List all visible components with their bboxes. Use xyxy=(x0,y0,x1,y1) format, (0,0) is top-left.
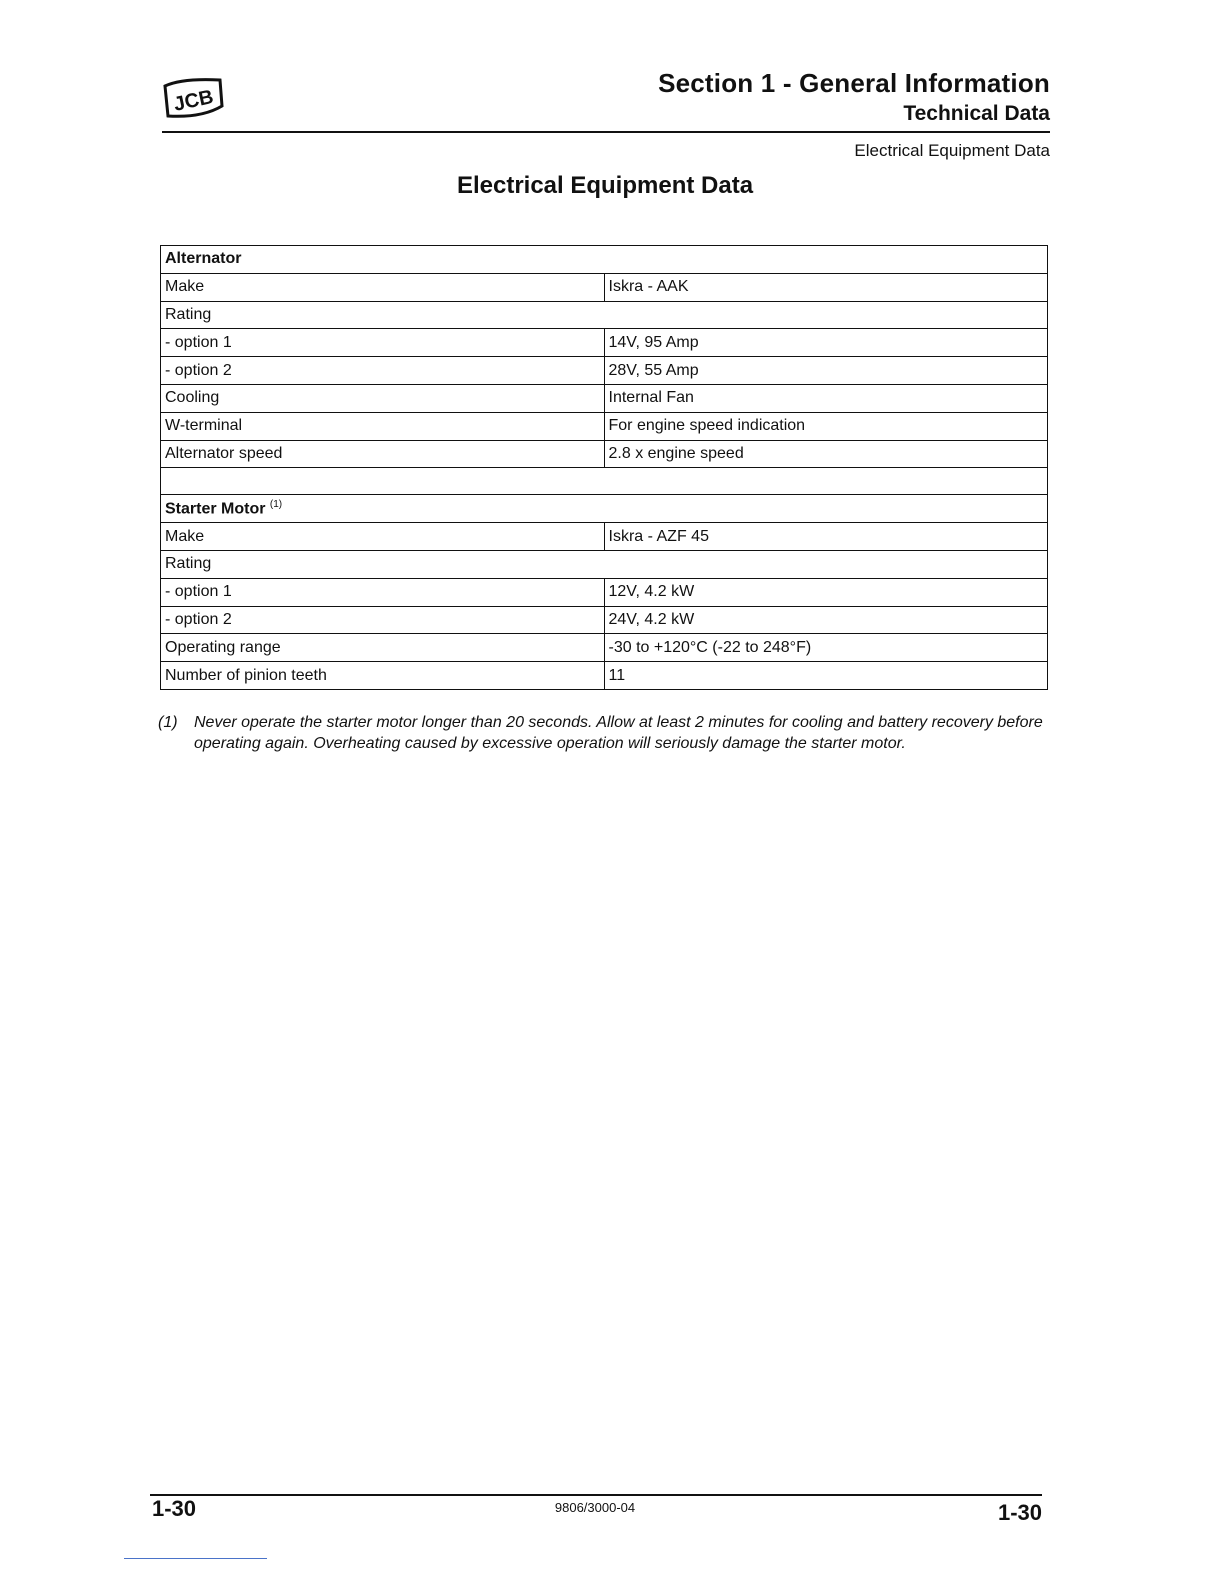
starter-range-label: Operating range xyxy=(161,634,605,662)
alternator-rating-label: Rating xyxy=(161,301,1048,329)
alternator-wterminal-value: For engine speed indication xyxy=(604,412,1048,440)
footer-rule xyxy=(150,1494,1042,1496)
header-topic: Electrical Equipment Data xyxy=(854,141,1050,160)
alternator-make-label: Make xyxy=(161,273,605,301)
page-title: Electrical Equipment Data xyxy=(456,172,754,199)
section-title: Section 1 - General Information xyxy=(658,68,1050,98)
table-row xyxy=(161,662,1048,690)
alternator-cooling-label: Cooling xyxy=(161,384,605,412)
starter-heading-ref: (1) xyxy=(269,499,283,511)
alternator-option1-label: - option 1 xyxy=(161,329,605,357)
electrical-spec-table xyxy=(160,245,1048,690)
scan-artifact-line xyxy=(124,1558,267,1559)
table-row xyxy=(161,440,1048,468)
table-row xyxy=(161,273,1048,301)
jcb-logo xyxy=(162,76,226,120)
table-row xyxy=(161,606,1048,634)
footnote-text: Never operate the starter motor longer than 20 seconds. Allow at least 2 minutes for cooling and battery recovery before operating again. Overheating caused by excessive operation will seriously damage the starter motor. xyxy=(194,714,1043,752)
starter-option2-value: 24V, 4.2 kW xyxy=(604,606,1048,634)
logo-text: JCB xyxy=(171,86,216,116)
alternator-heading-row xyxy=(161,246,1048,274)
alternator-wterminal-label: W-terminal xyxy=(161,412,605,440)
alternator-cooling-value: Internal Fan xyxy=(604,384,1048,412)
doc-number: 9806/3000-04 xyxy=(554,1500,636,1515)
alternator-speed-label: Alternator speed xyxy=(161,440,605,468)
spacer-row xyxy=(161,468,1048,495)
page-number-right: 1-30 xyxy=(997,1500,1042,1525)
header-rule xyxy=(162,131,1050,133)
alternator-option1-value: 14V, 95 Amp xyxy=(604,329,1048,357)
alternator-speed-value: 2.8 x engine speed xyxy=(604,440,1048,468)
starter-option1-label: - option 1 xyxy=(161,578,605,606)
table-row xyxy=(161,357,1048,385)
starter-heading xyxy=(161,495,1048,523)
spacer-cell xyxy=(161,468,1048,495)
alternator-option2-label: - option 2 xyxy=(161,357,605,385)
table-row xyxy=(161,412,1048,440)
starter-teeth-label: Number of pinion teeth xyxy=(161,662,605,690)
starter-make-label: Make xyxy=(161,523,605,551)
alternator-heading: Alternator xyxy=(161,246,1048,274)
table-row xyxy=(161,578,1048,606)
footnote xyxy=(158,712,1050,754)
page-number-left: 1-30 xyxy=(152,1496,197,1521)
alternator-option2-value: 28V, 55 Amp xyxy=(604,357,1048,385)
footnote-marker: (1) xyxy=(158,714,178,731)
table-row xyxy=(161,384,1048,412)
subsection-title: Technical Data xyxy=(903,102,1050,125)
table-row xyxy=(161,301,1048,329)
starter-heading-row xyxy=(161,495,1048,523)
alternator-make-value: Iskra - AAK xyxy=(604,273,1048,301)
starter-range-value: -30 to +120°C (-22 to 248°F) xyxy=(604,634,1048,662)
starter-option2-label: - option 2 xyxy=(161,606,605,634)
table-row xyxy=(161,523,1048,551)
starter-option1-value: 12V, 4.2 kW xyxy=(604,578,1048,606)
table-row xyxy=(161,550,1048,578)
table-row xyxy=(161,329,1048,357)
starter-rating-label: Rating xyxy=(161,550,1048,578)
table-row xyxy=(161,634,1048,662)
starter-teeth-value: 11 xyxy=(604,662,1048,690)
starter-heading-text: Starter Motor xyxy=(165,500,266,518)
starter-make-value: Iskra - AZF 45 xyxy=(604,523,1048,551)
